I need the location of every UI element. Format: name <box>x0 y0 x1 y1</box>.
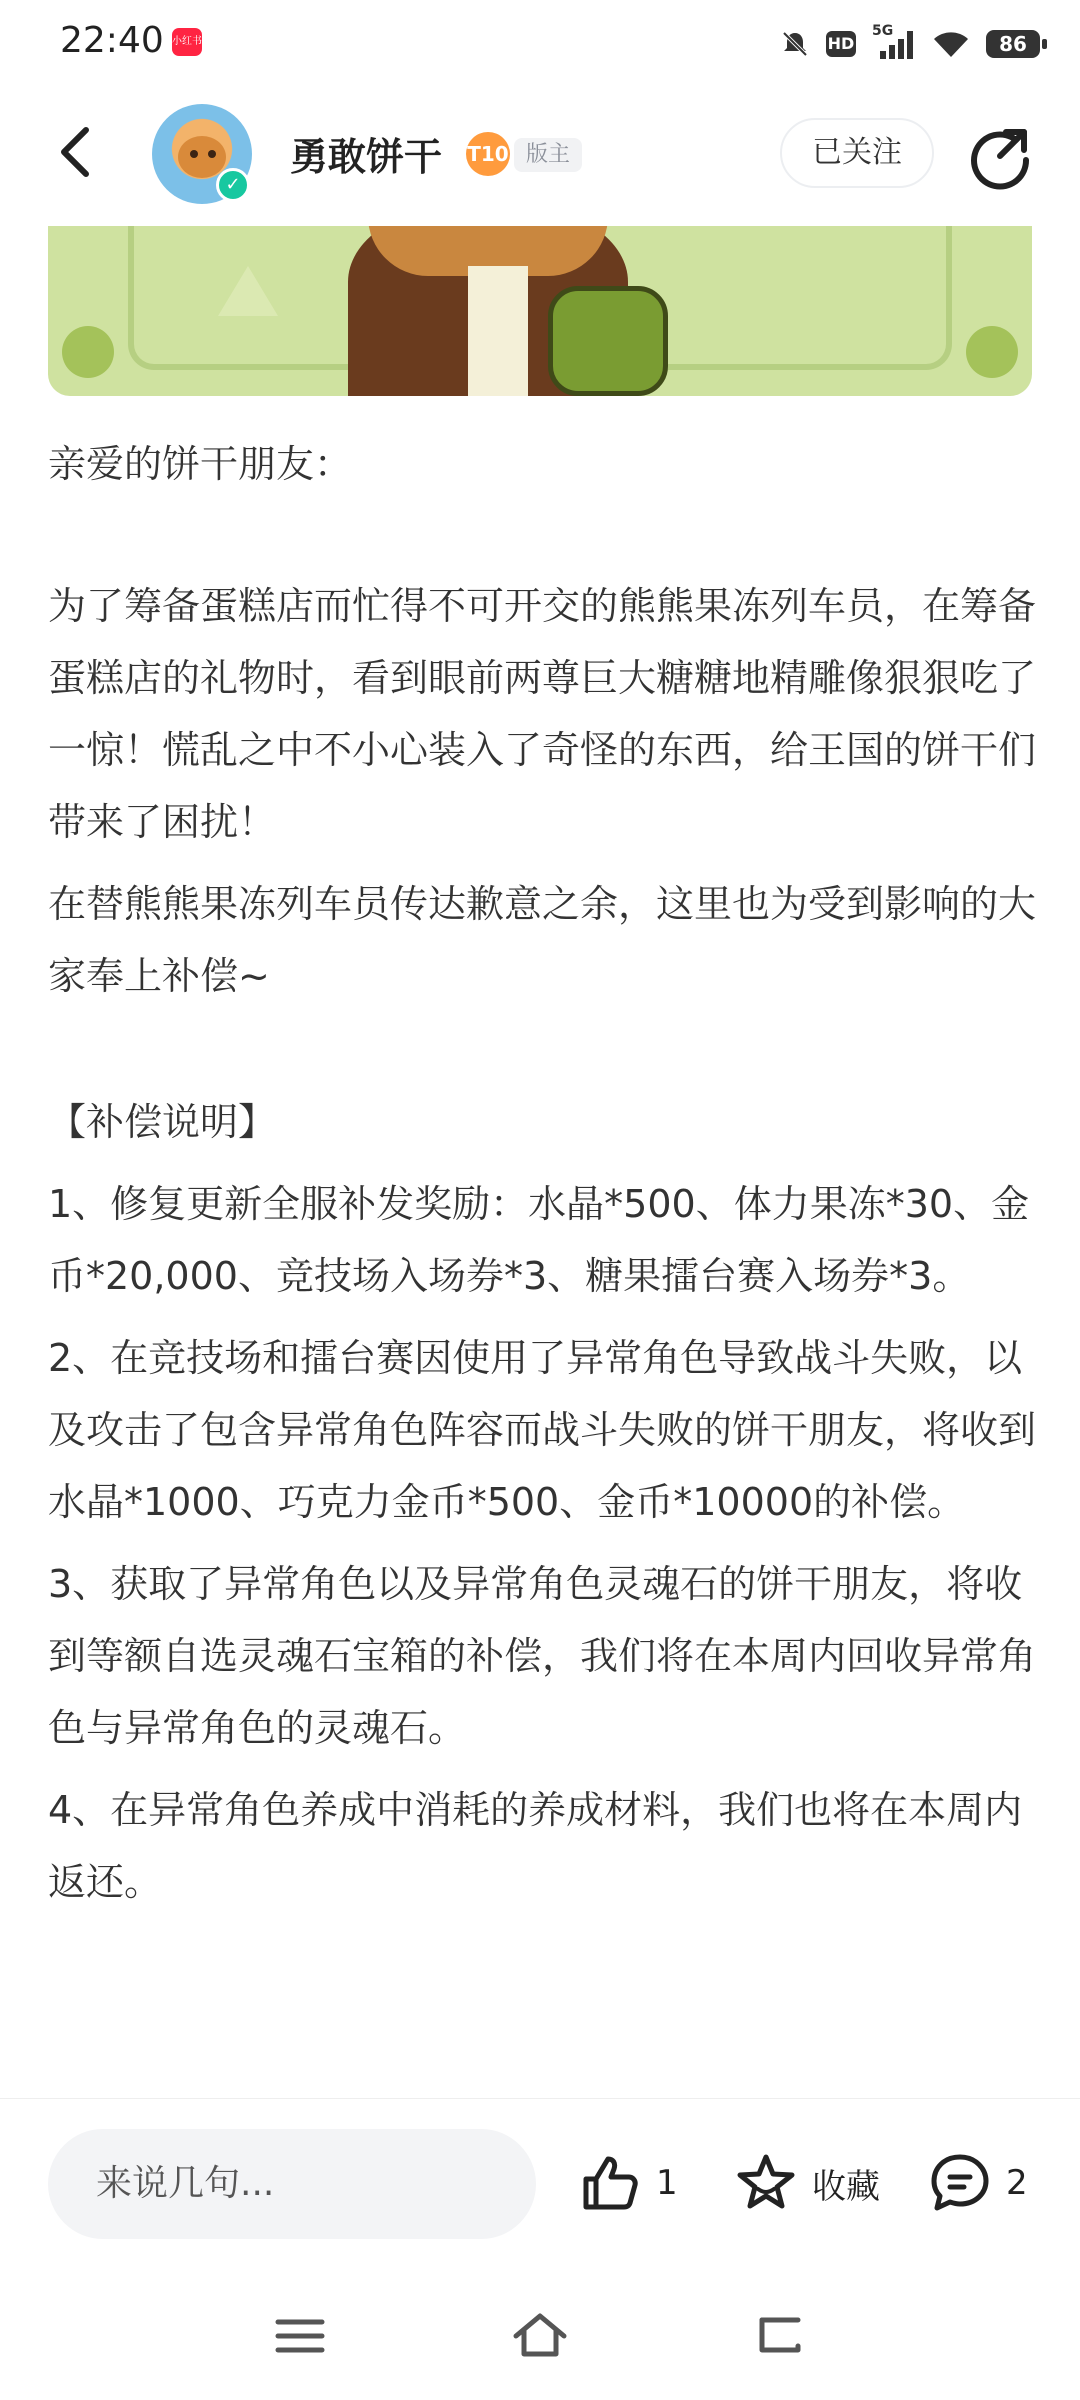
paragraph: 在替熊熊果冻列车员传达歉意之余，这里也为受到影响的大家奉上补偿~ <box>48 882 1037 998</box>
battery-icon: 86 <box>986 30 1040 58</box>
back-nav-icon[interactable] <box>748 2306 808 2366</box>
comment-bubble-icon <box>928 2151 992 2215</box>
hd-icon: HD <box>826 31 856 57</box>
role-badge: 版主 <box>514 138 582 172</box>
avatar-face <box>178 136 226 178</box>
avatar-eye <box>208 150 216 158</box>
compensation-item: 2、在竞技场和擂台赛因使用了异常角色导致战斗失败，以及攻击了包含异常角色阵容而战斗失败的饼干朋友，将收到水晶*1000、巧克力金币*500、金币*10000的补偿。 <box>48 1336 1037 1524</box>
mute-bell-icon <box>780 29 810 59</box>
compensation-item: 3、获取了异常角色以及异常角色灵魂石的饼干朋友，将收到等额自选灵魂石宝箱的补偿，我们将在本周内回收异常角色与异常角色的灵魂石。 <box>48 1562 1037 1750</box>
wifi-icon <box>932 29 970 59</box>
home-icon[interactable] <box>510 2306 570 2366</box>
verified-check-icon: ✓ <box>216 168 250 202</box>
compensation-item: 4、在异常角色养成中消耗的养成材料，我们也将在本周内返还。 <box>48 1788 1023 1904</box>
cookie-character-shirt <box>468 266 528 396</box>
post-image[interactable] <box>48 226 1032 396</box>
paragraph: 为了筹备蛋糕店而忙得不可开交的熊熊果冻列车员，在筹备蛋糕店的礼物时，看到眼前两尊巨大糖糖地精雕像狠狠吃了一惊！慌乱之中不小心装入了奇怪的东西，给王国的饼干们带来了困扰！ <box>48 584 1037 844</box>
system-navigation-bar <box>0 2278 1080 2400</box>
status-time: 22:40 <box>60 20 164 61</box>
username[interactable]: 勇敢饼干 <box>290 135 443 179</box>
flower-decoration <box>62 326 114 378</box>
star-decoration <box>218 266 278 316</box>
star-icon <box>734 2151 798 2215</box>
compensation-item: 1、修复更新全服补发奖励：水晶*500、体力果冻*30、金币*20,000、竞技场入场券*3、糖果擂台赛入场券*3。 <box>48 1182 1030 1298</box>
share-icon[interactable] <box>966 120 1036 190</box>
bottom-action-bar <box>0 2098 1080 2279</box>
plant-pot-illustration <box>548 286 668 396</box>
flower-decoration <box>966 326 1018 378</box>
follow-button[interactable]: 已关注 <box>780 118 934 188</box>
back-arrow-icon[interactable] <box>48 122 108 182</box>
menu-icon[interactable] <box>270 2306 330 2366</box>
collect-button[interactable] <box>734 2145 880 2221</box>
status-icons <box>780 22 1040 66</box>
greeting-text: 亲爱的饼干朋友： <box>48 442 353 486</box>
section-title: 【补偿说明】 <box>48 1100 277 1144</box>
comment-count: 2 <box>1006 2163 1028 2203</box>
like-button[interactable] <box>578 2145 678 2221</box>
status-bar <box>0 0 1080 86</box>
like-count: 1 <box>656 2163 678 2203</box>
thumbs-up-icon <box>578 2151 642 2215</box>
network-type-label: 5G <box>872 23 894 39</box>
comment-input[interactable]: 来说几句... <box>48 2129 536 2239</box>
signal-icon <box>872 23 916 61</box>
avatar-eye <box>190 150 198 158</box>
post-header <box>0 86 1080 226</box>
comment-button[interactable] <box>928 2145 1028 2221</box>
notification-app-icon: 小红书 <box>172 28 202 56</box>
level-badge: T10 <box>466 132 510 176</box>
post-content <box>48 428 1038 1918</box>
collect-label: 收藏 <box>812 2166 880 2207</box>
